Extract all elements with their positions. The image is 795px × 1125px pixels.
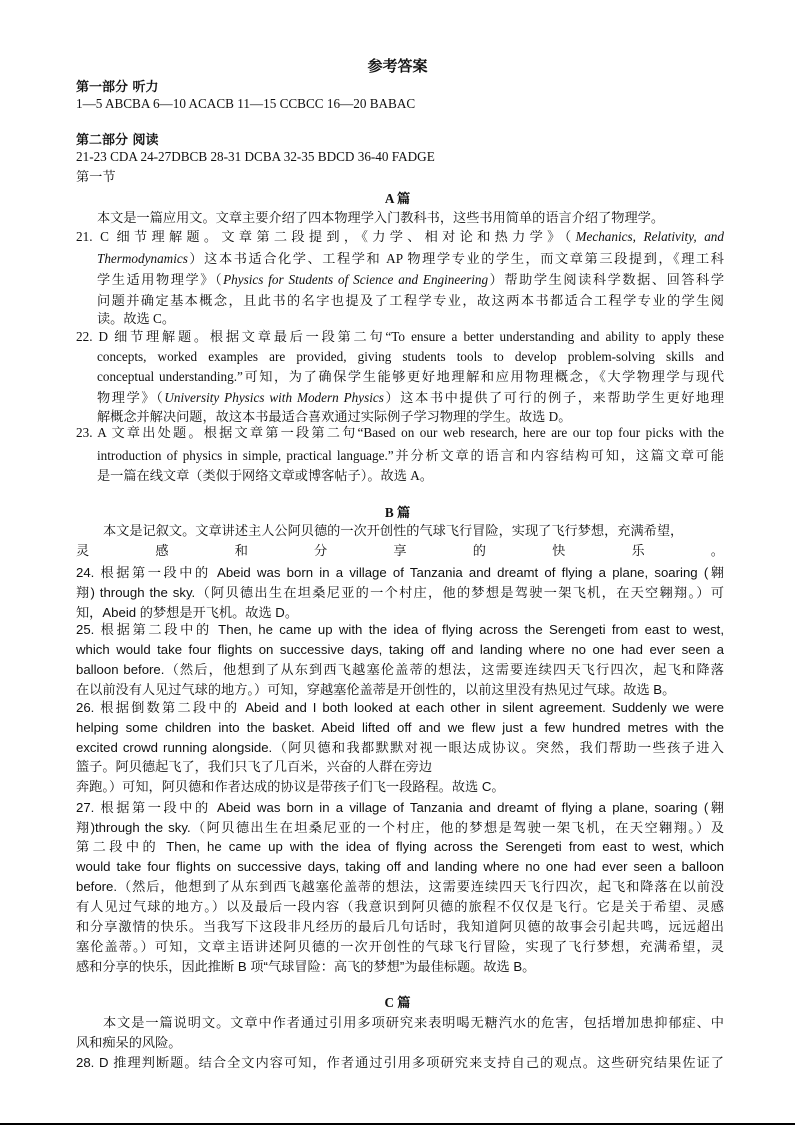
q27-line: 和分享激情的快乐。当我写下这段非凡经历的最后几句话时，我知道阿贝德的故事会引起共鸣，远远超出 [76,919,724,934]
passage-b-intro: 灵 感 和 分 享 的 快 乐 。 [76,543,724,558]
q25-line: 25. 根据第二段中的 Then, he came up with the idea of flying across the Serengeti from east to west, [76,622,724,637]
q21-line: 21. C 细节理解题。文章第二段提到，《力学、相对论和热力学》（Mechanics, Relativity, and [76,229,724,244]
part2-heading: 第二部分 阅读 [76,133,159,148]
q24-line: 知，Abeid 的梦想是开飞机。故选 D。 [76,605,299,620]
q28-line: 28. D 推理判断题。结合全文内容可知，作者通过引用多项研究来支持自己的观点。这些研究结果佐证了 [76,1055,724,1070]
q22-line: 22. D 细节理解题。根据文章最后一段第二句“To ensure a better understanding and ability to apply these [76,329,724,344]
q27-line: 塞伦盖蒂。）可知，文章主语讲述阿贝德的一次开创性的气球飞行冒险，实现了飞行梦想，充满希望，灵 [76,939,724,954]
q27-line: before.（然后，他想到了从东到西飞越塞伦盖蒂的想法，这需要连续四天飞行四次，起飞和降落在以前没 [76,879,724,894]
q26-line: 26. 根据倒数第二段中的 Abeid and I both looked at each other in silent agreement. Suddenly we were [76,700,724,715]
page-title: 参考答案 [367,59,428,75]
section-label: 第一节 [76,169,116,184]
q22-line: 物理学》（University Physics with Modern Physics）这本书中提供了可行的例子，来帮助学生更好地理 [97,390,724,405]
q27-line: 第二段中的 Then, he came up with the idea of flying across the Serengeti from east to west, which [76,839,724,854]
passage-a-intro: 本文是一篇应用文。文章主要介绍了四本物理学入门教科书，这些书用简单的语言介绍了物理学。 [97,210,665,225]
q21-line: 读。故选 C。 [97,311,176,326]
passage-a-heading: A 篇 [384,191,411,206]
q22-line: 解概念并解决问题，故这本书最适合喜欢通过实际例子学习物理的学生。故选 D。 [97,409,572,424]
passage-b-intro: 本文是记叙文。文章讲述主人公阿贝德的一次开创性的气球飞行冒险，实现了飞行梦想，充满希望， [103,523,684,538]
q27-line: 感和分享的快乐，因此推断 B 项“气球冒险：高飞的梦想”为最佳标题。故选 B。 [76,959,536,974]
q23-line: 是一篇在线文章（类似于网络文章或博客帖子）。故选 A。 [97,468,433,483]
q21-line: 问题并确定基本概念，且此书的名字也提及了工程学专业，故这两本书都适合工程学专业的学生阅 [97,293,724,308]
q22-line: conceptual understanding.”可知，为了确保学生能够更好地理解和应用物理概念，《大学物理学与现代 [97,369,724,384]
passage-c-intro: 本文是一篇说明文。文章中作者通过引用多项研究来表明喝无糖汽水的危害，包括增加患抑郁症、中 [103,1015,724,1030]
q26-line: helping some children into the basket. Abeid lifted off and we flew just a few hundred metres with the [76,720,724,735]
q21-line: 学生适用物理学》（Physics for Students of Science and Engineering）帮助学生阅读科学数据、回答科学 [97,272,725,287]
passage-c-heading: C 篇 [384,995,411,1010]
part2-answers: 21-23 CDA 24-27DBCB 28-31 DCBA 32-35 BDCD 36-40 FADGE [76,149,435,164]
q27-line: 27. 根据第一段中的 Abeid was born in a village of Tanzania and dreamt of flying a plane, soaring (翱 [76,800,724,815]
q26-line: excited crowd running alongside.（阿贝德和我都默默对视一眼达成协议。突然，我们帮助一些孩子进入 [76,740,724,755]
part1-answers: 1—5 ABCBA 6—10 ACACB 11—15 CCBCC 16—20 BABAC [76,96,416,111]
q25-line: which would take four flights on successive days, taking off and landing where no one had ever seen a [76,642,724,657]
q25-line: balloon before.（然后，他想到了从东到西飞越塞伦盖蒂的想法，这需要连续四天飞行四次，起飞和降落 [76,662,724,677]
q27-line: 翔)through the sky.（阿贝德出生在坦桑尼亚的一个村庄，他的梦想是驾驶一架飞机，在天空翱翔。）及 [76,820,724,835]
q26-line: 篮子。阿贝德起飞了，我们只飞了几百米，兴奋的人群在旁边 [76,759,433,774]
q23-line: introduction of physics in simple, practical language.”并分析文章的语言和内容结构可知，这篇文章可能 [97,448,724,463]
q27-line: would take four flights on successive days, taking off and landing where no one had ever seen a balloon [76,859,724,874]
passage-b-heading: B 篇 [384,505,411,520]
q26-line: 奔跑。）可知，阿贝德和作者达成的协议是带孩子们飞一段路程。故选 C。 [76,779,505,794]
passage-c-intro: 风和痴呆的风险。 [76,1035,182,1050]
q24-line: 24. 根据第一段中的 Abeid was born in a village of Tanzania and dreamt of flying a plane, soaring (翱 [76,565,724,580]
q21-line: Thermodynamics）这本书适合化学、工程学和 AP 物理学专业的学生，而文章第三段提到，《理工科 [97,251,724,266]
part1-heading: 第一部分 听力 [76,80,159,95]
q27-line: 有人见过气球的地方。）以及最后一段内容（我意识到阿贝德的旅程不仅仅是飞行。它是关于希望、灵感 [76,899,724,914]
q23-line: 23. A 文章出处题。根据文章第一段第二句“Based on our web research, here are our top four picks with the [76,425,724,440]
q24-line: 翔) through the sky.（阿贝德出生在坦桑尼亚的一个村庄，他的梦想是驾驶一架飞机，在天空翱翔。）可 [76,585,724,600]
q25-line: 在以前没有人见过气球的地方。）可知，穿越塞伦盖蒂是开创性的，以前这里没有热见过气球。故选 B。 [76,682,676,697]
q22-line: concepts, worked examples are provided, giving students tools to develop problem-solving skills and [97,349,724,364]
